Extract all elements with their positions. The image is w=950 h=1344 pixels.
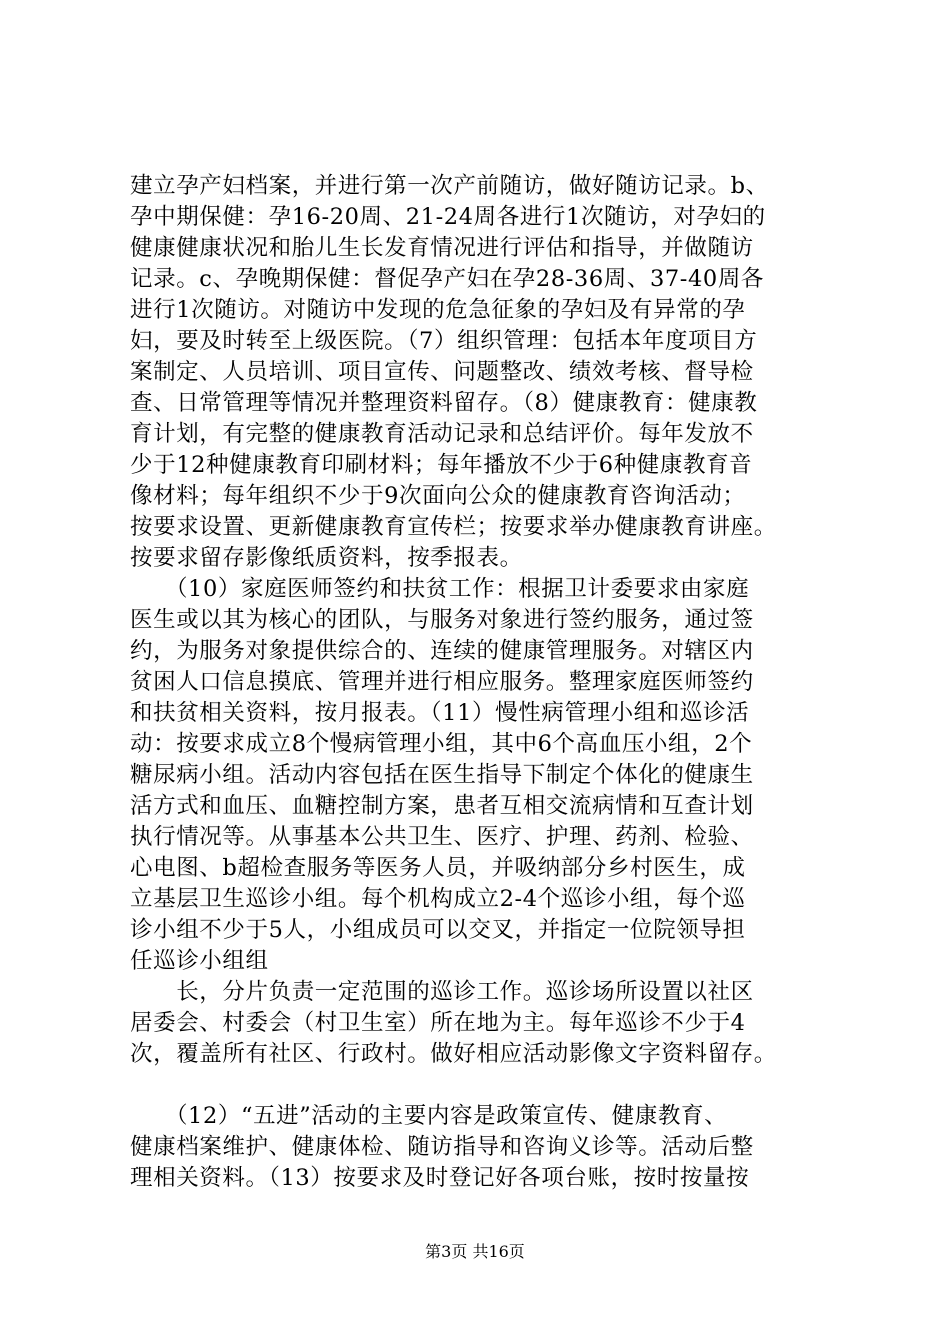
text-line: 少于12种健康教育印刷材料；每年播放不少于6种健康教育音 [130,452,753,478]
text-line: 约，为服务对象提供综合的、连续的健康管理服务。对辖区内 [130,638,754,664]
text-line: 妇，要及时转至上级医院。（7）组织管理：包括本年度项目方 [130,328,758,354]
text-line: 贫困人口信息摸底、管理并进行相应服务。整理家庭医师签约 [130,669,754,695]
paragraph-gap [130,1070,830,1101]
text-line: （10）家庭医师签约和扶贫工作：根据卫计委要求由家庭 [130,576,750,602]
text-line: 动：按要求成立8个慢病管理小组，其中6个高血压小组，2个 [130,731,753,757]
text-line: 健康档案维护、健康体检、随访指导和咨询义诊等。活动后整 [130,1134,754,1160]
text-line: 和扶贫相关资料，按月报表。（11）慢性病管理小组和巡诊活 [130,700,750,726]
text-line: 健康健康状况和胎儿生长发育情况进行评估和指导，并做随访 [130,235,754,261]
text-line: 建立孕产妇档案，并进行第一次产前随访，做好随访记录。b、 [130,173,769,199]
text-line: 活方式和血压、血糖控制方案，患者互相交流病情和互查计划 [130,793,754,819]
text-line: 理相关资料。（13）按要求及时登记好各项台账，按时按量按 [130,1165,750,1191]
text-line: 育计划，有完整的健康教育活动记录和总结评价。每年发放不 [130,421,754,447]
text-line: 孕中期保健：孕16-20周、21-24周各进行1次随访，对孕妇的 [130,204,766,230]
text-line: 次，覆盖所有社区、行政村。做好相应活动影像文字资料留存。 [130,1041,777,1067]
text-line: 立基层卫生巡诊小组。每个机构成立2-4个巡诊小组，每个巡 [130,886,746,912]
text-line: 像材料；每年组织不少于9次面向公众的健康教育咨询活动； [130,483,746,509]
page-number-footer: 第3页 共16页 [425,1242,525,1261]
text-line: （12）“五进”活动的主要内容是政策宣传、健康教育、 [130,1103,728,1129]
text-line: 长，分片负责一定范围的巡诊工作。巡诊场所设置以社区 [130,979,754,1005]
text-line: 诊小组不少于5人，小组成员可以交叉，并指定一位院领导担 [130,917,746,943]
text-line: 医生或以其为核心的团队，与服务对象进行签约服务，通过签 [130,607,754,633]
document-body [130,171,830,1194]
text-line: 案制定、人员培训、项目宣传、问题整改、绩效考核、督导检 [130,359,754,385]
text-line: 居委会、村委会（村卫生室）所在地为主。每年巡诊不少于4 [130,1010,746,1036]
text-line: 任巡诊小组组 [130,948,269,974]
text-line: 按要求留存影像纸质资料，按季报表。 [130,545,523,571]
text-line: 记录。c、孕晚期保健：督促孕产妇在孕28-36周、37-40周各 [130,266,765,292]
text-line: 心电图、b超检查服务等医务人员，并吸纳部分乡村医生，成 [130,855,746,881]
text-line: 糖尿病小组。活动内容包括在医生指导下制定个体化的健康生 [130,762,754,788]
text-line: 执行情况等。从事基本公共卫生、医疗、护理、药剂、检验、 [130,824,754,850]
text-line: 按要求设置、更新健康教育宣传栏；按要求举办健康教育讲座。 [130,514,777,540]
text-line: 查、日常管理等情况并整理资料留存。（8）健康教育：健康教 [130,390,758,416]
text-line: 进行1次随访。对随访中发现的危急征象的孕妇及有异常的孕 [130,297,746,323]
